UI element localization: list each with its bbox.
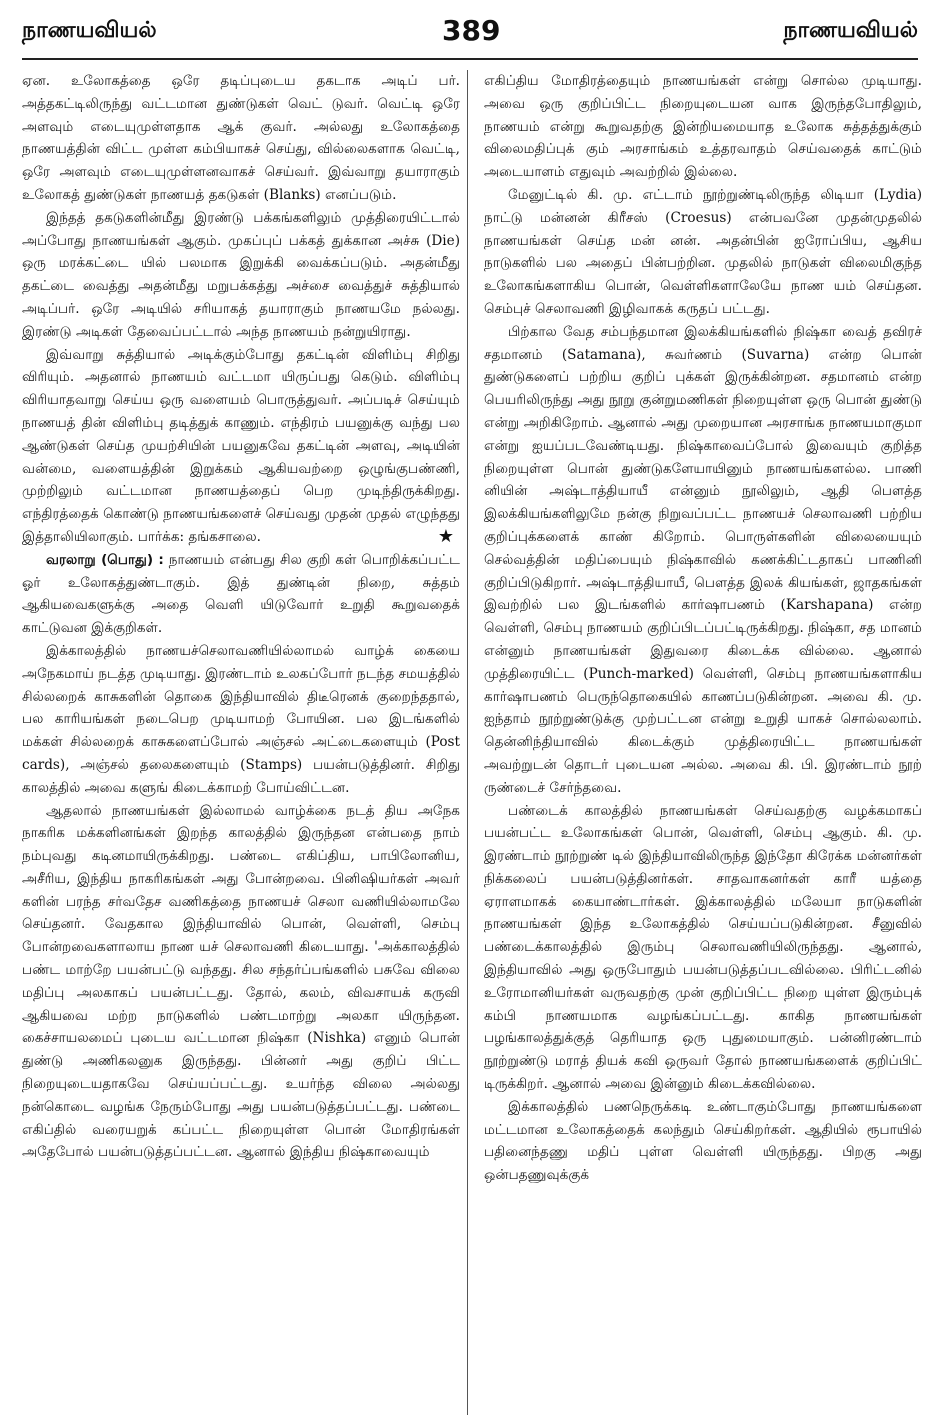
paragraph-text: இவ்வாறு சுத்தியால் அடிக்கும்போது தகட்டின் விளிம்பு சிறிது விரியும். அதனால் நாணயம் வட்டமா யிருப்பது கெடும். விளிம்பு விரியாதவாறு செய்ய ஒரு வளையம் பொருத்துவர். அப்படிச் செய்யும் நாணயத் தின் விளிம்பு தடித்துக் காணும். எந்திரம் பயனுக்கு வந்து பல ஆண்டுகள் செய்த முயற்சியின் பயனுகவே தகட்டின் அளவு, அடியின் வன்மை, வளையத்தின் இறுக்கம் ஆகியவற்றை ஒழுங்குபண்ணி, முற்றிலும் வட்டமான நாணயத்தைப் பெற முடிந்திருக்கிறது. எந்திரத்தைக் கொண்டு நாணயங்களைச் செய்வது முதன் முதல் எழுந்தது இத்தாலியிலாகும். பார்க்க: தங்கசாலை. [22,346,460,545]
star-icon: ★ [437,525,454,547]
paragraph: ஏன. உலோகத்தை ஒரே தடிப்புடைய தகடாக அடிப் பர். அத்தகட்டிலிருந்து வட்டமான துண்டுகள் வெட் டுவர். வெட்டி ஒரே அளவும் எடையுமுள்ளதாக ஆக் குவர். அல்லது உலோகத்தை நாணயத்தின் விட்ட முள்ள கம்பியாகச் செய்து, வில்லைகளாக வெட்டி, ஒரே அளவும் எடையுமுள்ளனவாகச் செய்வர். இவ்வாறு தயாராகும் உலோகத் துண்டுகள் நாணயத் தகடுகள் (Blanks) எனப்படும். [22,73,460,203]
right-column [484,70,922,1415]
paragraph [22,344,460,549]
section-title: வரலாறு (பொது) : [46,551,164,568]
column-divider [467,70,468,1415]
paragraph: இக்காலத்தில் பணநெருக்கடி உண்டாகும்போது நாணயங்களை மட்டமான உலோகத்தைக் கலந்தும் செய்கிறர்கள். ஆதியில் ரூபாயில் பதினைந்தணு மதிப் புள்ள வெள்ளி யிருந்தது. பிறகு அது ஒன்பதணுவுக்குக் [484,1098,922,1184]
paragraph: பண்டைக் காலத்தில் நாணயங்கள் செய்வதற்கு வழக்கமாகப் பயன்பட்ட உலோகங்கள் பொன், வெள்ளி, செம்பு ஆகும். கி. மு. இரண்டாம் நூற்றுண் டில் இந்தியாவிலிருந்த இந்தோ கிரேக்க மன்னர்கள் நிக்கலைப் பயன்படுத்தினர்கள். சாதவாகனர்கள் காரீ யத்தை ஏராளமாகக் கையாண்டார்கள். இக்காலத்தில் மலேயா நாடுகளின் நாணயங்கள் இந்த உலோகத்தில் செய்யப்படுகின்றன. சீனுவில் பண்டைக்காலத்தில் இரும்பு செலாவணியிலிருந்தது. ஆனால், இந்தியாவில் அது ஒருபோதும் பயன்படுத்தப்படவில்லை. பிரிட்டனில் உரோமானியர்கள் வருவதற்கு முன் குறிப்பிட்ட நிறை யுள்ள இரும்புக் கம்பி நாணயமாக வழங்கப்பட்டது. காகித நாணயங்கள் பழங்காலத்துக்குத் தெரியாத ஒரு புதுமையாகும். பன்னிரண்டாம் நூற்றுண்டு மராத் தியக் கவி ஒருவர் தோல் நாணயங்களைக் குறிப்பிட் டிருக்கிறர். ஆனால் அவை இன்னும் கிடைக்கவில்லை. [484,802,922,1093]
page-number: 389 [442,14,501,47]
paragraph: ஆதலால் நாணயங்கள் இல்லாமல் வாழ்க்கை நடத் திய அநேக நாகரிக மக்களினங்கள் இறந்த காலத்தில் இருந்தன என்பதை நாம் நம்புவது கடினமாயிருக்கிறது. பண்டை எகிப்திய, பாபிலோனிய, அசீரிய, இந்திய நாகரிகங்கள் அது போன்றவை. பினிஷியர்கள் அவர் களின் பரந்த சர்வதேச வணிகத்தை நாணயச் செலா வணியில்லாமலே செய்தனர். வேதகால இந்தியாவில் பொன், வெள்ளி, செம்பு போன்றவைகளாலாய நாண யச் செலாவணி கிடையாது. 'அக்காலத்தில் பண்ட மாற்றே பயன்பட்டு வந்தது. சில சந்தர்ப்பங்களில் பசுவே விலை மதிப்பு அலகாகப் பயன்பட்டது. தோல், கலம், விவசாயக் கருவி ஆகியவை மற்ற நாடுகளில் பண்டமாற்று அலகா யிருந்தன. கைச்சாயலமைப் புடைய வட்டமான நிஷ்கா (Nishka) எனும் பொன் துண்டு அணிகலனுக இருந்தது. பின்னர் அது குறிப் பிட்ட நிறையுடையதாகவே செய்யப்பட்டது. உயர்ந்த விலை அல்லது நன்கொடை வழங்க நேரும்போது அது பயன்படுத்தப்பட்டது. பண்டை எகிப்தில் வரையறுக் கப்பட்ட நிறையுள்ள பொன் மோதிரங்கள் அதேபோல் பயன்படுத்தப்பட்டன. ஆனால் இந்திய நிஷ்காவையும் [22,802,460,1161]
paragraph: எகிப்திய மோதிரத்தையும் நாணயங்கள் என்று சொல்ல முடியாது. அவை ஒரு குறிப்பிட்ட நிறையுடையன வாக இருந்தபோதிலும், நாணயம் என்று கூறுவதற்கு இன்றியமையாத உலோக சுத்தத்துக்கும் விலைமதிப்புக் கும் அரசாங்கம் உத்தரவாதம் செய்வதைக் காட்டும் அடையாளம் எதுவும் அவற்றில் இல்லை. [484,73,922,181]
section-paragraph [22,549,460,640]
running-head-left: நாணயவியல் [22,18,157,43]
paragraph: இந்தத் தகடுகளின்மீது இரண்டு பக்கங்களிலும் முத்திரையிட்டால் அப்போது நாணயங்கள் ஆகும். முகப்புப் பக்கத் துக்கான அச்சு (Die) ஒரு மரக்கட்டை யில் பலமாக இறுக்கி வைக்கப்படும். அதன்மீது தகட்டை வைத்து அதன்மீது மறுபக்கத்து அச்சை வைத்துச் சுத்தியால் அடிப்பர். ஒரே அடியில் சரியாகத் தயாராகும் நாணயமே நல்லது. இரண்டு அடிகள் தேவைப்பட்டால் அந்த நாணயம் நன்றுயிராது. [22,209,460,340]
paragraph-text: நாணயம் என்பது சில குறி கள் பொறிக்கப்பட்ட ஓர் உலோகத்துண்டாகும். இத் துண்டின் நிறை, சுத்தம் ஆகியவைகளுக்கு அதை வெளி யிடுவோர் உறுதி கூறுவதைக் காட்டுவன இக்குறிகள். [22,551,460,637]
paragraph: பிற்கால வேத சம்பந்தமான இலக்கியங்களில் நிஷ்கா வைத் தவிரச் சதமானம் (Satamana), சுவர்ணம் (Suvarna) என்ற பொன் துண்டுகளைப் பற்றிய குறிப் புக்கள் இருக்கின்றன. சதமானம் என்ற பெயரிலிருந்து அது நூறு குன்றுமணிகள் நிறையுள்ள ஒரு பொன் துண்டு என்று அறிகிறோம். ஆனால் அது முறையான அரசாங்க நாணயமாகுமா என்று ஐயப்படவேண்டியது. நிஷ்காவைப்போல் இவையும் குறித்த நிறையுள்ள பொன் துண்டுகளேயாயினும் நாணயங்களல்ல. பாணி னியின் அஷ்டாத்தியாயீ என்னும் நூலிலும், ஆதி பௌத்த இலக்கியங்களிலுமே நன்கு நிறுவப்பட்ட நாணயச் செலாவணி பற்றிய குறிப்புக்களைக் காண் கிறோம். பொருள்களின் விலையையும் செல்வத்தின் மதிப்பையும் நிஷ்காவில் கணக்கிட்டதாகப் பாணினி குறிப்பிடுகிறார். அஷ்டாத்தியாயீ, பௌத்த இலக் கியங்கள், ஜாதகங்கள் இவற்றில் பல இடங்களில் கார்ஷாபணம் (Karshapana) என்ற வெள்ளி, செம்பு நாணயம் குறிப்பிடப்பட்டிருக்கிறது. நிஷ்கா, சத மானம் என்னும் நாணயங்கள் இதுவரை கிடைக்க வில்லை. ஆனால் முத்திரையிட்ட (Punch-marked) வெள்ளி, செம்பு நாணயங்களாகிய கார்ஷாபணம் பெருந்தொகையில் காணப்படுகின்றன. அவை கி. மு. ஐந்தாம் நூற்றுண்டுக்கு முற்பட்டன என்று உறுதி யாகச் சொல்லலாம். தென்னிந்தியாவில் கிடைக்கும் முத்திரையிட்ட நாணயங்கள் அவற்றுடன் தொடர் புடையன அல்ல. அவை கி. பி. இரண்டாம் நூற் ருண்டைச் சேர்ந்தவை. [484,323,922,796]
paragraph: மேனுட்டில் கி. மு. எட்டாம் நூற்றுண்டிலிருந்த லிடியா (Lydia) நாட்டு மன்னன் கிரீசஸ் (Croesus) என்பவனே முதன்முதலில் நாணயங்கள் செய்த மன் னன். அதன்பின் ஐரோப்பிய, ஆசிய நாடுகளில் பல அதைப் பின்பற்றின. முதலில் நாடுகள் விலைமிகுந்த உலோகங்களாகிய பொன், வெள்ளிகளாலேயே நாண யம் செய்தன. செம்புச் செலாவணி இழிவாகக் கருதப் பட்டது. [484,186,922,317]
page-header [22,10,918,56]
left-column [22,70,460,1415]
paragraph: இக்காலத்தில் நாணயச்செலாவணியில்லாமல் வாழ்க் கையை அநேகமாய் நடத்த முடியாது. இரண்டாம் உலகப்போர் நடந்த சமயத்தில் சில்லறைக் காசுகளின் தொகை இந்தியாவில் திடீரெனக் குறைந்ததால், பல காரியங்கள் நடைபெற முடியாமற் போயின. பல இடங்களில் மக்கள் சில்லறைக் காசுகளைப்போல் அஞ்சல் அட்டைகளையும் (Post cards), அஞ்சல் தலைகளையும் (Stamps) பயன்படுத்தினர். சிறிது காலத்தில் அவை களுங் கிடைக்காமற் போய்விட்டன. [22,642,460,796]
running-head-right: நாணயவியல் [783,18,918,43]
header-rule [22,58,918,60]
